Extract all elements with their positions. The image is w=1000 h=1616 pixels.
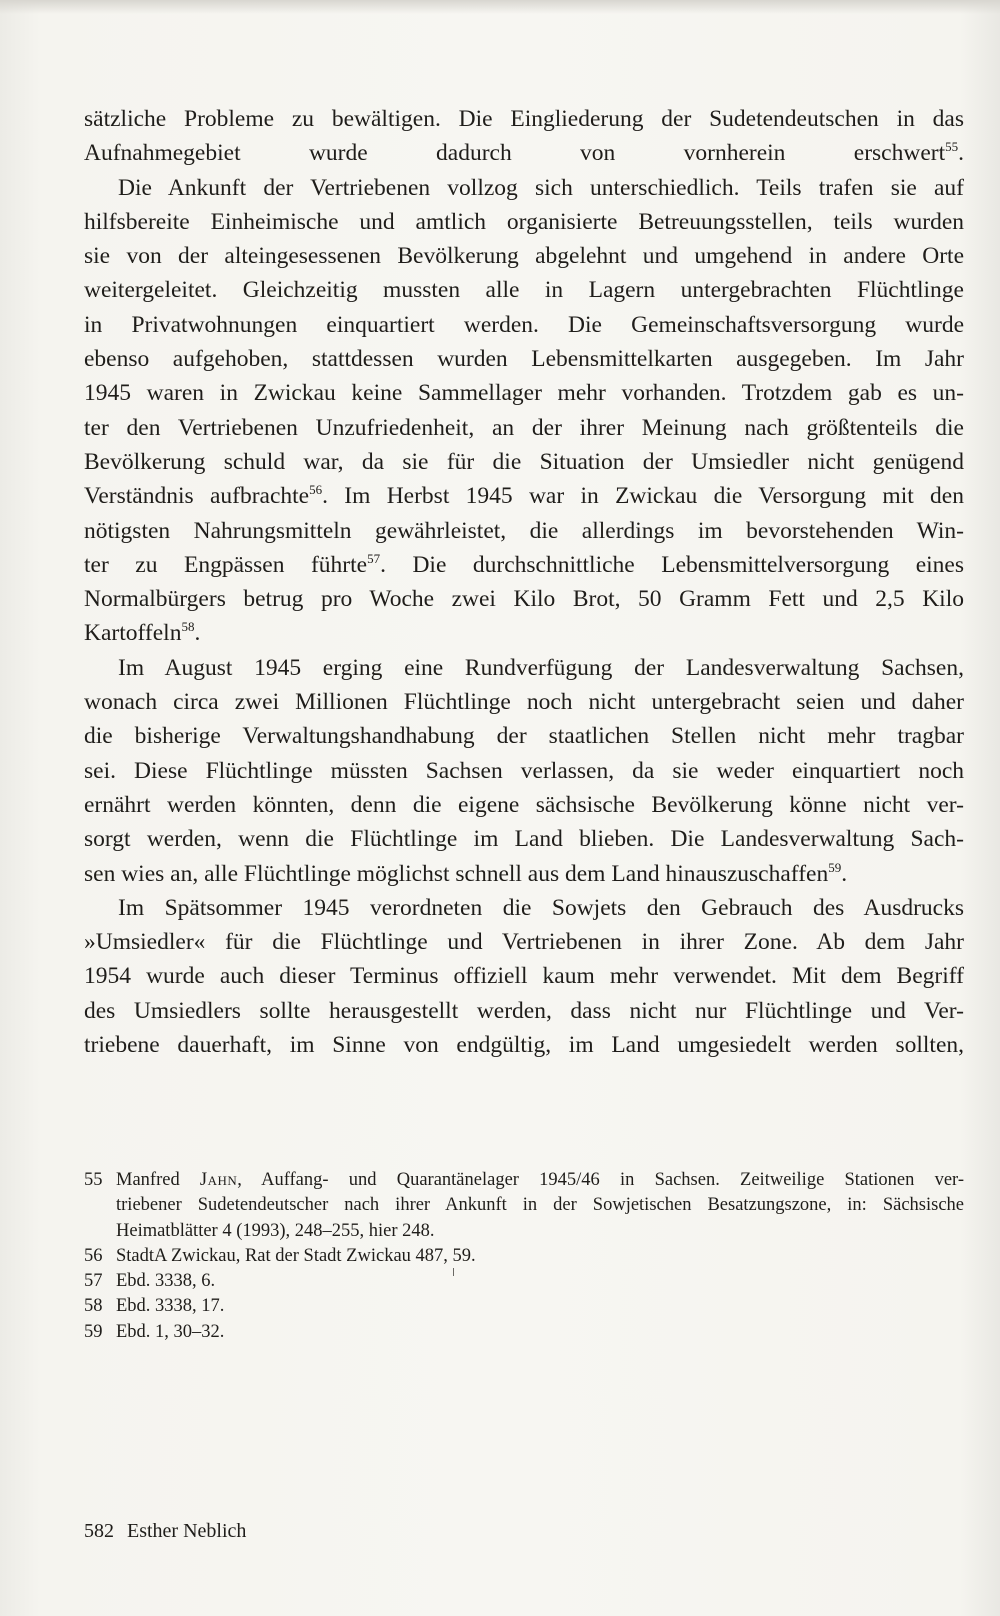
footnotes <box>84 1168 964 1345</box>
body-line <box>84 719 964 753</box>
body-line <box>84 376 964 410</box>
footnote-text <box>116 1269 964 1294</box>
footnote-line <box>116 1269 964 1294</box>
body-line-text: hilfsbereite Einheimische und amtlich organisierte Betreuungsstellen, teils wurden <box>84 208 964 235</box>
footnote <box>84 1269 964 1294</box>
body-line <box>84 616 964 650</box>
footnote <box>84 1294 964 1319</box>
body-line-text: ter zu Engpässen führte <box>84 551 368 578</box>
page-top-shadow <box>0 0 1000 14</box>
body-line <box>84 685 964 719</box>
body-line-text: sätzliche Probleme zu bewältigen. Die Eingliederung der Sudetendeutschen in das <box>84 106 964 132</box>
footnote-line-text: Ebd. 3338, 6. <box>116 1271 216 1292</box>
body-line <box>84 582 964 616</box>
body-line-text: weitergeleitet. Gleichzeitig mussten alle in Lagern untergebrachten Flüchtlinge <box>84 277 964 304</box>
body-line <box>84 308 964 342</box>
footnote-line <box>116 1294 964 1319</box>
footnote-text <box>116 1320 964 1345</box>
author-surname: Jahn <box>199 1170 238 1190</box>
body-line-text-after: . <box>194 620 201 647</box>
footnote-line <box>116 1244 964 1269</box>
body-line-text: Aufnahmegebiet wurde dadurch von vornherein erschwert <box>84 140 946 167</box>
body-line-text: die bisherige Verwaltungshandhabung der staatlichen Stellen nicht mehr tragbar <box>84 723 964 750</box>
footnote-line-text: Manfred <box>116 1170 200 1190</box>
body-line <box>84 205 964 239</box>
footnote-number: 57 <box>84 1271 103 1292</box>
body-line-text: in Privatwohnungen einquartiert werden. Die Gemeinschaftsversorgung wurde <box>84 311 964 338</box>
footnote <box>84 1168 964 1244</box>
footnote-line <box>116 1219 964 1244</box>
body-line-text-after: . <box>841 860 848 887</box>
body-line-text: sen wies an, alle Flüchtlinge möglichst schnell aus dem Land hinauszuschaffen <box>84 860 829 887</box>
body-line <box>84 959 964 993</box>
body-line <box>84 239 964 273</box>
footnote-ref[interactable]: 57 <box>367 550 381 566</box>
footnote-ref[interactable]: 59 <box>828 859 842 875</box>
body-line <box>84 171 964 205</box>
page-number: 582 <box>84 1520 114 1542</box>
body-line-text: wonach circa zwei Millionen Flüchtlinge noch nicht untergebracht seien und daher <box>84 689 964 716</box>
body-line-text: triebene dauerhaft, im Sinne von endgültig, im Land umgesiedelt werden sollten, <box>84 1032 964 1059</box>
body-line <box>84 136 964 170</box>
body-line <box>84 857 964 891</box>
footnote-number: 55 <box>84 1170 103 1190</box>
body-line-text: Kartoffeln <box>84 620 182 647</box>
body-line-text: sie von der alteingesessenen Bevölkerung abgelehnt und umgehend in andere Orte <box>84 243 964 270</box>
footnote-ref[interactable]: 55 <box>945 139 959 155</box>
body-line-text-after: . Im Herbst 1945 war in Zwickau die Versorgung mit den <box>322 483 964 510</box>
body-line-text: ebenso aufgehoben, stattdessen wurden Lebensmittelkarten ausgegeben. Im Jahr <box>84 346 964 373</box>
footnote-line <box>116 1320 964 1345</box>
body-line-text: ter den Vertriebenen Unzufriedenheit, an der ihrer Meinung nach größtenteils die <box>84 414 964 441</box>
body-line <box>84 548 964 582</box>
body-line-text: sorgt werden, wenn die Flüchtlinge im Land blieben. Die Landesverwaltung Sach- <box>84 826 964 853</box>
footnote <box>84 1244 964 1269</box>
body-line <box>84 445 964 479</box>
body-line-text: nötigsten Nahrungsmitteln gewährleistet, die allerdings im bevorstehenden Win- <box>84 517 964 544</box>
body-line <box>84 651 964 685</box>
body-line <box>84 754 964 788</box>
footnote <box>84 1320 964 1345</box>
footnote-ref[interactable]: 58 <box>181 619 195 635</box>
body-line-text: sei. Diese Flüchtlinge müssten Sachsen verlassen, da sie weder einquartiert noch <box>84 757 964 784</box>
body-line <box>84 273 964 307</box>
body-line-text: 1945 waren in Zwickau keine Sammellager mehr vorhanden. Trotzdem gab es un- <box>84 380 964 407</box>
body-line-text: ernährt werden könnten, denn die eigene sächsische Bevölkerung könne nicht ver- <box>84 791 964 818</box>
body-line-text: des Umsiedlers sollte herausgestellt werden, dass nicht nur Flüchtlinge und Ver- <box>84 997 964 1024</box>
footnote-line-text: Ebd. 3338, 17. <box>116 1296 225 1317</box>
body-line-text: Im Spätsommer 1945 verordneten die Sowjets den Gebrauch des Ausdrucks <box>118 894 964 921</box>
footnote-text <box>116 1294 964 1319</box>
body-line <box>84 822 964 856</box>
body-line <box>84 994 964 1028</box>
body-line-text: Die Ankunft der Vertriebenen vollzog sich unterschiedlich. Teils trafen sie auf <box>118 174 964 201</box>
body-line-text-after: . <box>958 140 964 167</box>
body-line <box>84 411 964 445</box>
body-line-text: »Umsiedler« für die Flüchtlinge und Vertriebenen in ihrer Zone. Ab dem Jahr <box>84 929 964 956</box>
footnote-line-text: Ebd. 1, 30–32. <box>116 1321 225 1342</box>
body-line <box>84 342 964 376</box>
body-line-text: Im August 1945 erging eine Rundverfügung der Landesverwaltung Sachsen, <box>118 654 964 681</box>
body-line-text: Normalbürgers betrug pro Woche zwei Kilo Brot, 50 Gramm Fett und 2,5 Kilo <box>84 586 964 613</box>
footnote-line-text: triebener Sudetendeutscher nach ihrer Ankunft in der Sowjetischen Besatzungszone, in: Sächsische <box>116 1195 964 1216</box>
footnote-number: 58 <box>84 1296 103 1317</box>
body-line <box>84 788 964 822</box>
body-line-text: Verständnis aufbrachte <box>84 483 310 510</box>
body-line <box>84 925 964 959</box>
footnote-text <box>116 1244 964 1269</box>
body-line <box>84 514 964 548</box>
body-line <box>84 1028 964 1062</box>
running-author: Esther Neblich <box>127 1520 247 1542</box>
body-line <box>84 102 964 136</box>
footnote-ref[interactable]: 56 <box>309 482 323 498</box>
body-line-text: 1954 wurde auch dieser Terminus offiziell kaum mehr verwendet. Mit dem Begriff <box>84 963 964 990</box>
footnote-line-text: Heimatblätter 4 (1993), 248–255, hier 248. <box>116 1220 435 1241</box>
footnote-line-text: StadtA Zwickau, Rat der Stadt Zwickau 487, 59. <box>116 1245 476 1266</box>
body-line-text-after: . Die durchschnittliche Lebensmittelversorgung eines <box>380 551 964 578</box>
footnote-text <box>116 1168 964 1244</box>
body-line-text: Bevölkerung schuld war, da sie für die Situation der Umsiedler nicht genügend <box>84 448 964 475</box>
footnote-number: 56 <box>84 1245 103 1266</box>
page-footer <box>84 1518 246 1544</box>
footnote-number: 59 <box>84 1321 103 1342</box>
body-line <box>84 891 964 925</box>
body-line <box>84 479 964 513</box>
footnote-line <box>116 1193 964 1218</box>
footnote-line-text: , Auffang- und Quarantänelager 1945/46 in Sachsen. Zeitweilige Stationen ver- <box>237 1170 964 1190</box>
body-text <box>84 102 964 1062</box>
footnote-line <box>116 1168 964 1193</box>
